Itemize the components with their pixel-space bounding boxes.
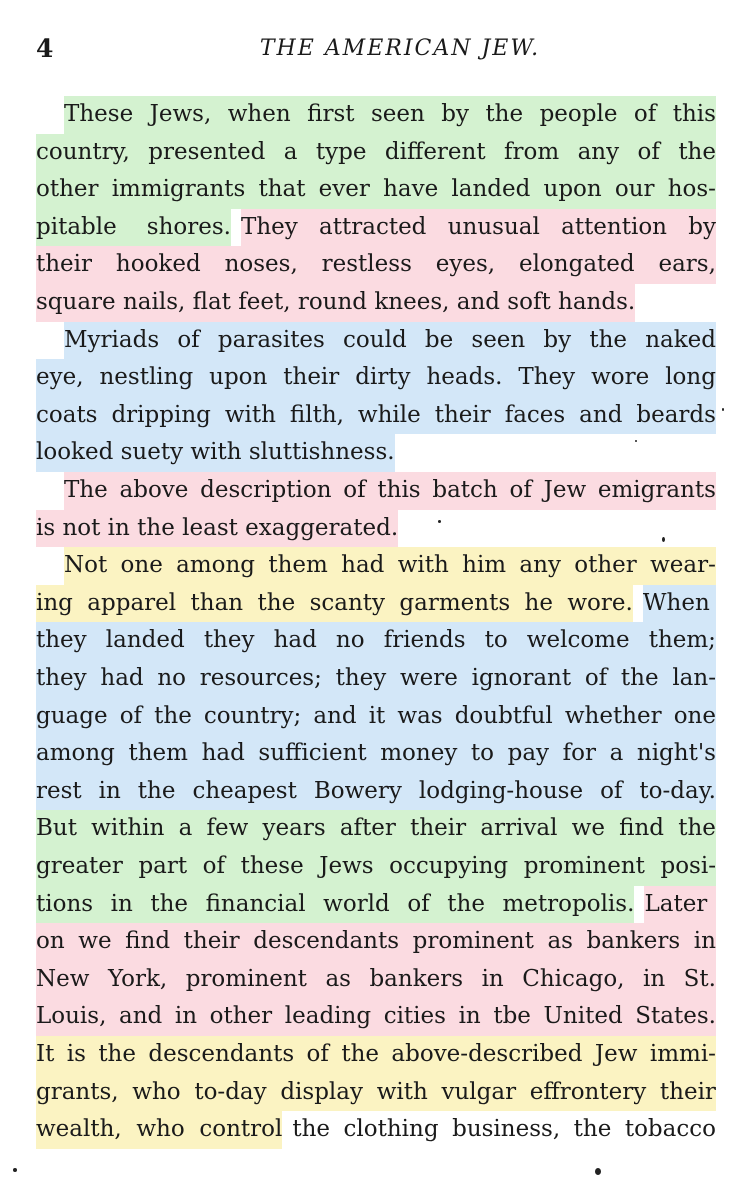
highlighted-segment-blue: coats dripping with filth, while their faces and beards xyxy=(36,397,716,435)
text-line xyxy=(36,660,716,698)
text-line xyxy=(36,810,716,848)
text-line xyxy=(36,622,716,660)
highlighted-segment-blue: Myriads of parasites could be seen by the naked xyxy=(64,322,716,360)
text-line xyxy=(36,434,716,472)
highlighted-segment-blue: they landed they had no friends to welcome them; xyxy=(36,622,716,660)
highlighted-segment-pink: on we find their descendants prominent as bankers in xyxy=(36,923,716,961)
highlighted-segment-green: pitable shores. xyxy=(36,209,231,247)
highlighted-segment-blue: When xyxy=(643,585,716,623)
text-line xyxy=(36,998,716,1036)
text-line xyxy=(36,923,716,961)
highlighted-segment-pink: square nails, flat feet, round knees, and soft hands. xyxy=(36,284,635,322)
text-segment: the clothing business, the tobacco xyxy=(292,1116,716,1143)
text-line xyxy=(36,773,716,811)
highlighted-segment-green: other immigrants that ever have landed upon our hos- xyxy=(36,171,716,209)
text-line xyxy=(36,134,716,172)
highlighted-segment-pink: is not in the least exaggerated. xyxy=(36,510,398,548)
highlighted-segment-pink: their hooked noses, restless eyes, elongated ears, xyxy=(36,246,716,284)
text-line xyxy=(36,209,716,247)
highlighted-segment-blue: guage of the country; and it was doubtful whether one xyxy=(36,698,716,736)
text-line xyxy=(36,1074,716,1112)
print-speck xyxy=(722,408,724,411)
highlighted-segment-green: greater part of these Jews occupying prominent posi- xyxy=(36,848,716,886)
text-line xyxy=(36,848,716,886)
highlighted-segment-blue: among them had sufficient money to pay for a night's xyxy=(36,735,716,773)
text-line xyxy=(36,359,716,397)
highlighted-segment-yellow: ing apparel than the scanty garments he wore. xyxy=(36,585,633,623)
print-speck xyxy=(13,1168,17,1172)
text-line xyxy=(36,246,716,284)
highlighted-segment-pink: Louis, and in other leading cities in tbe United States. xyxy=(36,998,716,1036)
highlighted-segment-blue: looked suety with sluttishness. xyxy=(36,434,395,472)
highlighted-segment-yellow: It is the descendants of the above-described Jew immi- xyxy=(36,1036,716,1074)
text-line xyxy=(36,585,716,623)
print-speck xyxy=(662,537,665,542)
text-line xyxy=(36,698,716,736)
highlighted-segment-pink: New York, prominent as bankers in Chicago, in St. xyxy=(36,961,716,999)
highlighted-segment-blue: they had no resources; they were ignorant of the lan- xyxy=(36,660,716,698)
highlighted-segment-yellow: wealth, who control xyxy=(36,1111,282,1149)
print-speck xyxy=(595,1168,601,1175)
highlighted-segment-green: These Jews, when first seen by the people of this xyxy=(64,96,716,134)
highlighted-segment-pink: Later xyxy=(644,886,716,924)
highlighted-segment-pink: The above description of this batch of Jew emigrants xyxy=(64,472,716,510)
highlighted-segment-yellow: grants, who to-day display with vulgar effrontery their xyxy=(36,1074,716,1112)
print-speck xyxy=(635,440,637,442)
text-line xyxy=(64,472,716,510)
text-line xyxy=(64,547,716,585)
highlighted-segment-green: country, presented a type different from any of the xyxy=(36,134,716,172)
highlighted-segment-green: tions in the financial world of the metropolis. xyxy=(36,886,634,924)
running-title: THE AMERICAN JEW. xyxy=(259,36,541,61)
text-line xyxy=(36,510,716,548)
text-line xyxy=(36,284,716,322)
highlighted-segment-green: But within a few years after their arrival we find the xyxy=(36,810,716,848)
highlighted-segment-blue: eye, nestling upon their dirty heads. They wore long xyxy=(36,359,716,397)
highlighted-segment-blue: rest in the cheapest Bowery lodging-house of to-day. xyxy=(36,773,716,811)
page-header xyxy=(0,32,749,66)
text-line xyxy=(36,1111,716,1149)
text-line xyxy=(36,1036,716,1074)
text-line xyxy=(64,96,716,134)
text-line xyxy=(36,735,716,773)
text-line xyxy=(36,886,716,924)
highlighted-segment-yellow: Not one among them had with him any other wear- xyxy=(64,547,716,585)
print-speck xyxy=(438,520,441,523)
page-number: 4 xyxy=(36,34,54,63)
text-line xyxy=(36,961,716,999)
text-line xyxy=(36,397,716,435)
text-line xyxy=(36,171,716,209)
text-line xyxy=(64,322,716,360)
highlighted-segment-pink: They attracted unusual attention by xyxy=(241,209,716,247)
